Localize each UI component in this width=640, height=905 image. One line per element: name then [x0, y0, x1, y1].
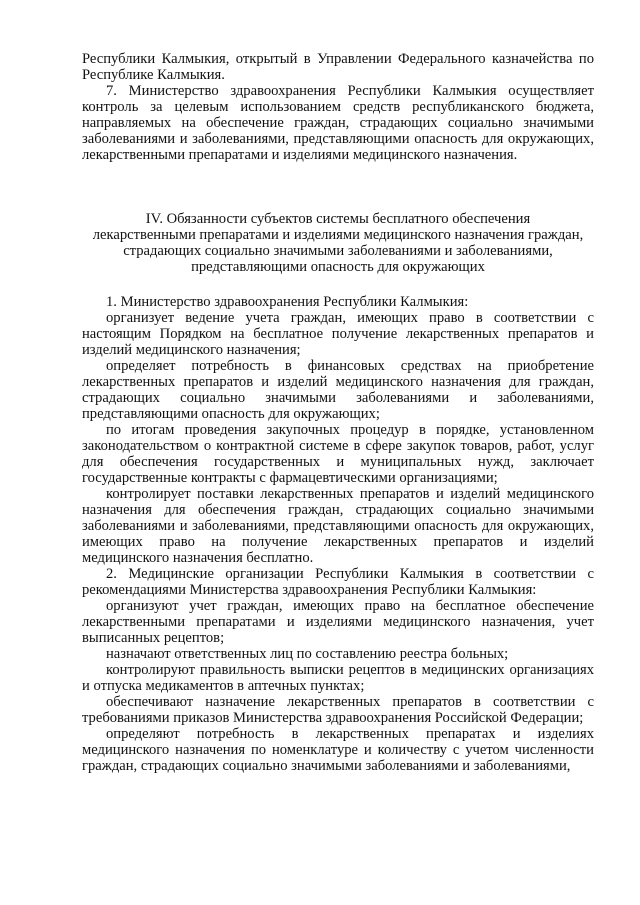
- paragraph: 1. Министерство здравоохранения Республики Калмыкия:: [106, 294, 469, 310]
- paragraph: определяют потребность в лекарственных препаратах и изделиях медицинского назначения по номенклатуре и количеству с учетом численности граждан, страдающих социально значимыми заболеваниями и заболеваниями,: [82, 726, 594, 774]
- paragraph: организует ведение учета граждан, имеющих право в соответствии с настоящим Порядком на бесплатное получение лекарственных препаратов и изделий медицинского назначения;: [82, 310, 594, 358]
- body-text-block: [82, 294, 594, 774]
- paragraph: определяет потребность в финансовых средствах на приобретение лекарственных препаратов и изделий медицинского назначения для граждан, страдающих социально значимыми заболеваниями и заболеваниями, представляющими опасность для окружающих;: [82, 358, 594, 422]
- paragraph-7: 7. Министерство здравоохранения Республики Калмыкия осуществляет контроль за целевым использованием средств республиканского бюджета, направляемых на обеспечение граждан, страдающих социально значимыми заболеваниями и заболеваниями, представляющими опасность для окружающих, лекарственными препаратами и изделиями медицинского назначения.: [82, 83, 594, 163]
- paragraph: контролирует поставки лекарственных препаратов и изделий медицинского назначения для обеспечения граждан, страдающих социально значимыми заболеваниями и заболеваниями, представляющими опасность для окружающих, имеющих право на получение лекарственных препаратов и изделий медицинского назначения бесплатно.: [82, 486, 594, 566]
- paragraph: назначают ответственных лиц по составлению реестра больных;: [106, 646, 509, 662]
- heading-line: IV. Обязанности субъектов системы бесплатного обеспечения: [145, 211, 531, 227]
- paragraph: организуют учет граждан, имеющих право на бесплатное обеспечение лекарственными препаратами и изделиями медицинского назначения, учет выписанных рецептов;: [82, 598, 594, 646]
- heading-line: страдающих социально значимыми заболеваниями и заболеваниями,: [123, 243, 553, 259]
- section-heading: [82, 211, 594, 275]
- paragraph: 2. Медицинские организации Республики Калмыкия в соответствии с рекомендациями Министерства здравоохранения Республики Калмыкия:: [82, 566, 594, 598]
- paragraph-continuation: Республики Калмыкия, открытый в Управлении Федерального казначейства по Республике Калмыкия.: [82, 51, 594, 83]
- paragraph: контролируют правильность выписки рецептов в медицинских организациях и отпуска медикаментов в аптечных пунктах;: [82, 662, 594, 694]
- heading-line: лекарственными препаратами и изделиями медицинского назначения граждан,: [92, 227, 584, 243]
- top-text-block: [82, 51, 594, 163]
- paragraph: по итогам проведения закупочных процедур в порядке, установленном законодательством о контрактной системе в сфере закупок товаров, работ, услуг для обеспечения государственных и муниципальных нужд, заключает государственные контракты с фармацевтическими организациями;: [82, 422, 594, 486]
- paragraph: обеспечивают назначение лекарственных препаратов в соответствии с требованиями приказов Министерства здравоохранения Российской Федерации;: [82, 694, 594, 726]
- heading-line: представляющими опасность для окружающих: [191, 259, 485, 275]
